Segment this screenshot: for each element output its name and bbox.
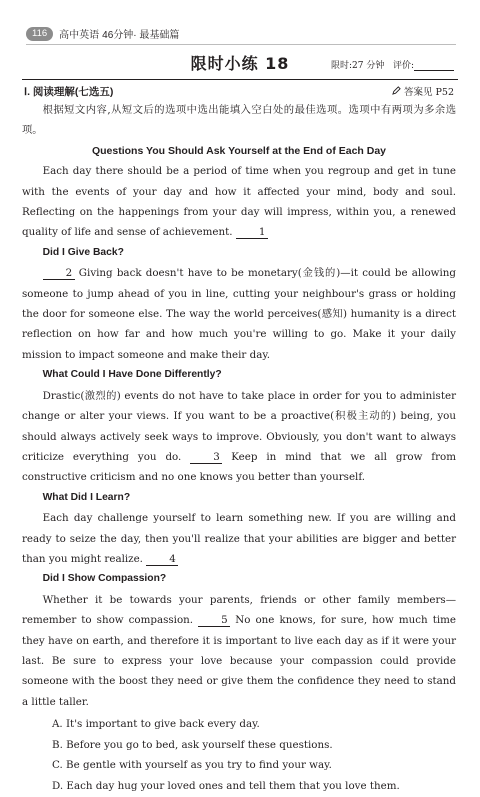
- paragraph-1-text: Each day there should be a period of time when you regroup and get in tune with the events of your day and how it affected your mind, body and soul. Reflecting on the happenings from your day will impress, within you, a renewed quality of life and sense of achievement.: [22, 165, 456, 239]
- blank-1: 1: [236, 226, 268, 239]
- heading-give-back: Did I Give Back?: [42, 246, 124, 258]
- heading-compassion: Did I Show Compassion?: [42, 573, 167, 585]
- time-limit: 限时:27 分钟: [331, 61, 385, 71]
- section-title: Ⅰ. 阅读理解(七选五): [24, 86, 114, 98]
- header-rule: [26, 44, 456, 45]
- paragraph-4: [22, 508, 456, 569]
- score-label: 评价:: [392, 61, 414, 71]
- answer-reference-text: 答案见 P52: [403, 87, 454, 98]
- paragraph-5b-text: No one knows, for sure, how much time they have on earth, and therefore it is important to live each day as if it were your last. Be sure to express your love because your compassion could provide someone with the boost they need or give them the confidence they need to stand a little taller.: [22, 614, 457, 708]
- heading-learn: What Did I Learn?: [42, 491, 131, 503]
- paragraph-3a-text: Drastic(激烈的) events do not have to take place in order for you to administer change or alter your views. If you want to be a proactive(积极主动的) being, you should always actively seek ways to improve. Obviously, you don't want to always criticize everything you do.: [22, 389, 456, 463]
- paragraph-5a-text: Whether it be towards your parents, friends or other family members—remember to show compassion.: [22, 593, 456, 627]
- heading-done-differently: What Could I Have Done Differently?: [42, 369, 222, 381]
- paragraph-5: [22, 590, 456, 712]
- option-list: [22, 714, 456, 796]
- passage-title: Questions You Should Ask Yourself at the End of Each Day: [91, 144, 387, 157]
- series-name: 46分钟: [102, 30, 134, 41]
- blank-2: 2: [43, 267, 75, 280]
- paragraph-3b-text: Keep in mind that we all grow from constructive criticism and no one knows you better than yourself.: [22, 450, 457, 484]
- paragraph-4-text: Each day challenge yourself to learn something new. If you are willing and ready to seize the day, then you'll realize that your abilities are bigger and better than you might realize.: [22, 512, 456, 565]
- paragraph-2-text: Giving back doesn't have to be monetary(金钱的)—it could be allowing someone to jump ahead of you in line, cutting your neighbour's grass or holding the door for someone else. The way the world perceives(感知) humanity is a direct reflection on how far and how much you're willing to go. Make it your daily mission to impact someone and make their day.: [22, 267, 456, 361]
- option-d: D. Each day hug your loved ones and tell them that you love them.: [52, 779, 400, 792]
- option-a: A. It's important to give back every day.: [52, 718, 260, 731]
- pencil-icon: [392, 86, 401, 95]
- option-b: B. Before you go to bed, ask yourself these questions.: [52, 738, 333, 751]
- blank-4: 4: [146, 553, 178, 566]
- time-and-score: [331, 58, 454, 71]
- answer-reference: [392, 84, 454, 98]
- option-c: C. Be gentle with yourself as you try to find your way.: [52, 759, 332, 772]
- instructions: 根据短文内容,从短文后的选项中选出能填入空白处的最佳选项。选项中有两项为多余选项。: [22, 104, 456, 137]
- paragraph-1: [22, 161, 456, 243]
- page-title: 限时小练 18: [190, 54, 290, 73]
- volume-name: · 最基础篇: [133, 30, 180, 41]
- book-subject: 高中英语: [59, 30, 100, 41]
- page-header: [26, 26, 179, 41]
- page-number: 116: [26, 27, 53, 41]
- score-blank: [414, 61, 454, 71]
- blank-3: 3: [190, 451, 222, 464]
- paragraph-2: [22, 263, 456, 365]
- section-rule: [22, 79, 458, 80]
- reading-content: [22, 100, 456, 797]
- paragraph-3: [22, 386, 456, 488]
- blank-5: 5: [198, 614, 230, 627]
